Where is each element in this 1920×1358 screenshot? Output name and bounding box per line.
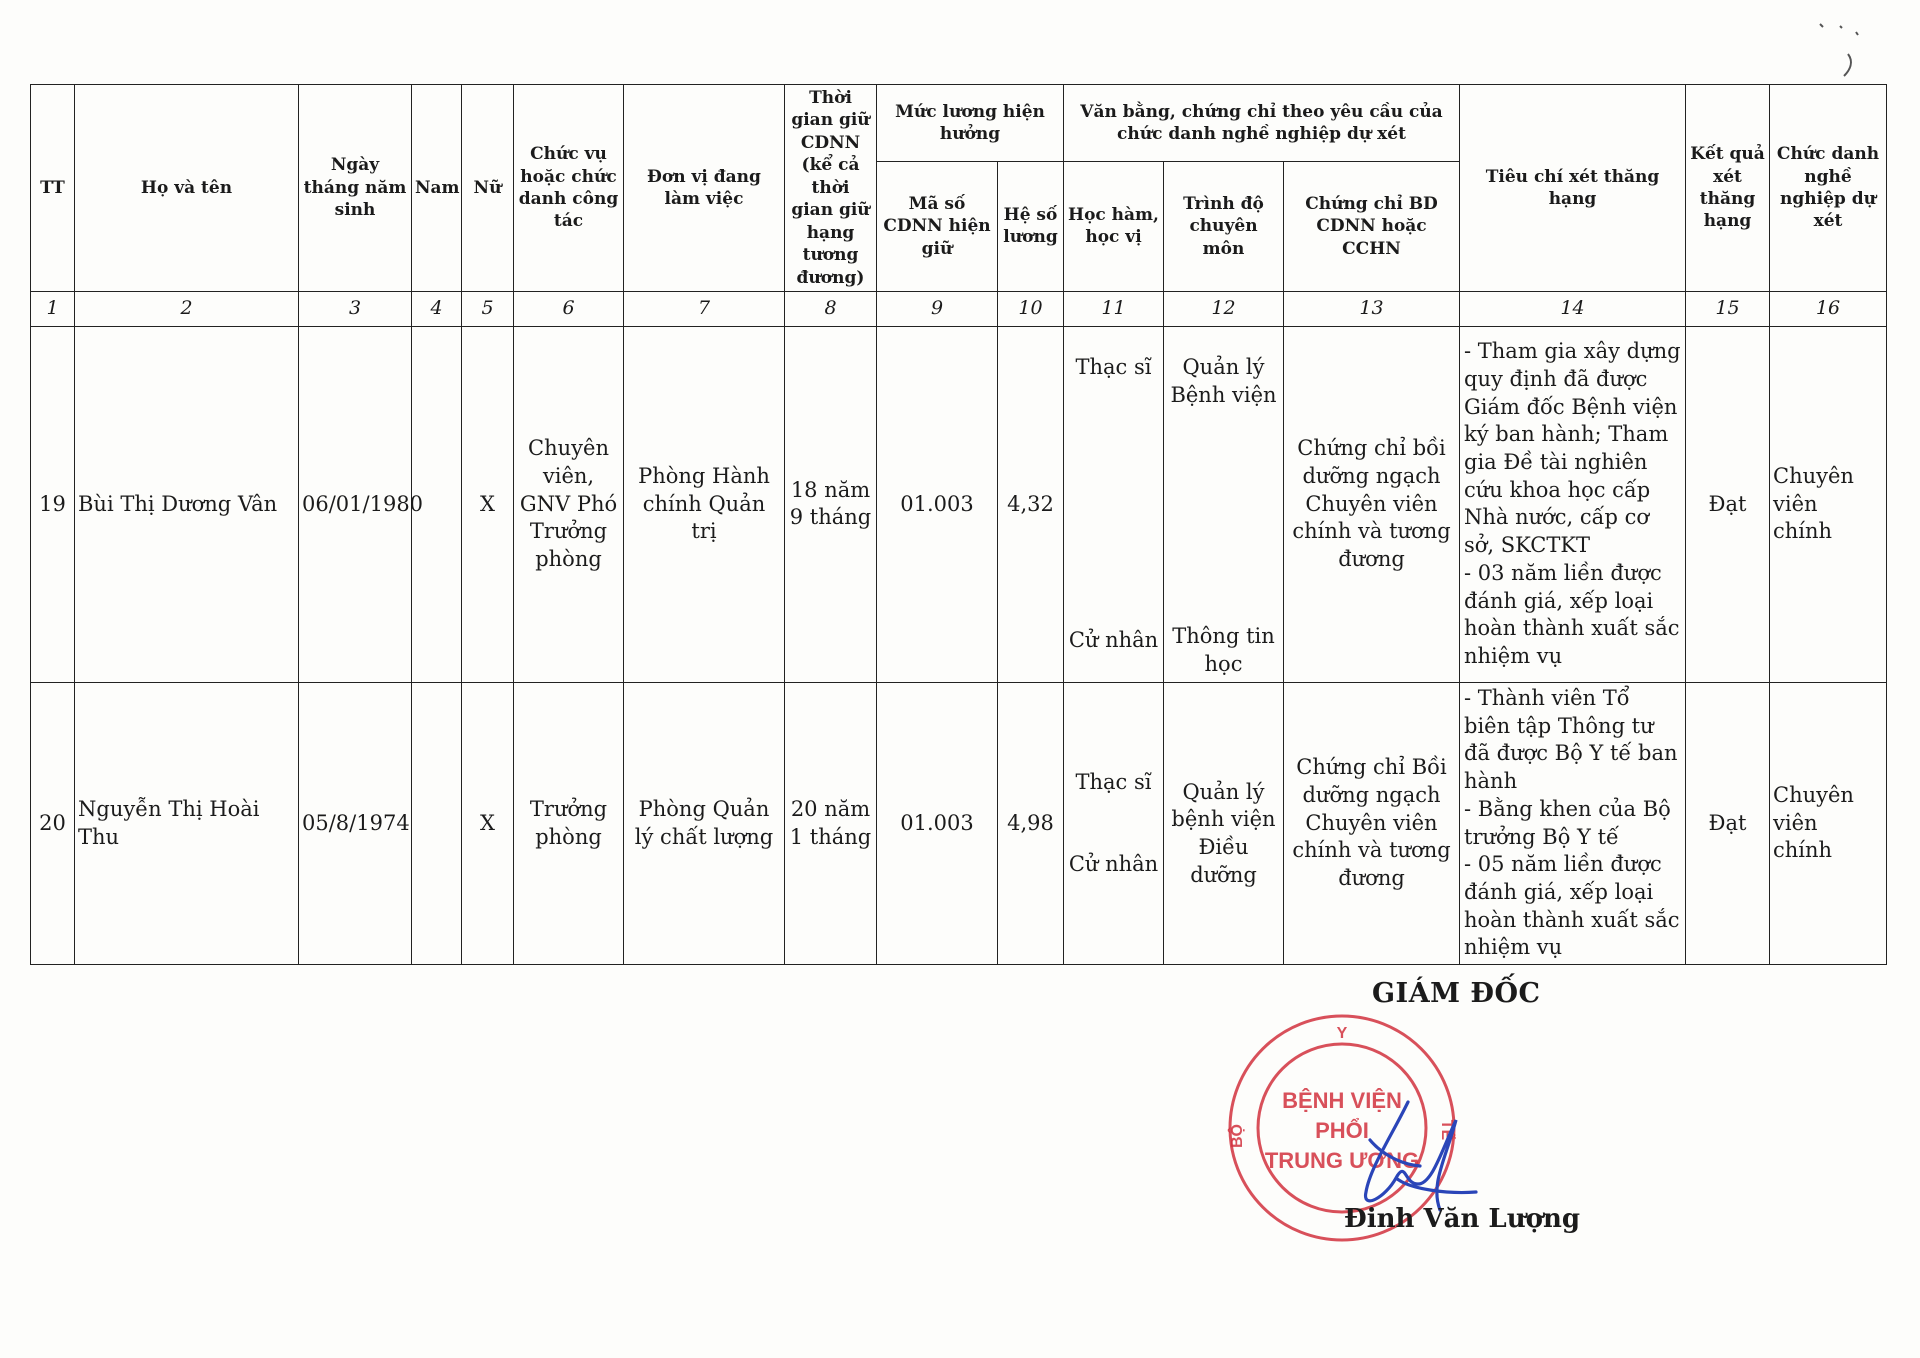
degree-secondary: Cử nhân xyxy=(1068,627,1159,652)
col-number: 4 xyxy=(412,291,462,326)
header-duration: Thời gian giữ CDNN (kể cả thời gian giữ hạng tương đương) xyxy=(785,85,877,292)
col-number: 3 xyxy=(299,291,412,326)
criteria-item: - Bằng khen của Bộ trưởng Bộ Y tế xyxy=(1464,796,1671,849)
header-target: Chức danh nghề nghiệp dự xét xyxy=(1770,85,1887,292)
row-salary-coef: 4,98 xyxy=(998,682,1064,964)
row-result: Đạt xyxy=(1686,326,1770,682)
row-degree xyxy=(1064,682,1164,964)
col-number: 12 xyxy=(1164,291,1284,326)
row-position: Chuyên viên, GNV Phó Trưởng phòng xyxy=(514,326,624,682)
row-result: Đạt xyxy=(1686,682,1770,964)
row-salary-coef: 4,32 xyxy=(998,326,1064,682)
criteria-item: - Tham gia xây dựng quy định đã được Giám đốc Bệnh viện ký ban hành; Tham gia Đề tài nghiên cứu khoa học cấp Nhà nước, cấp cơ sở, SKCTKT xyxy=(1464,339,1681,558)
header-major: Trình độ chuyên môn xyxy=(1164,162,1284,292)
major-secondary: Điều dưỡng xyxy=(1190,834,1257,887)
criteria-item: - 03 năm liền được đánh giá, xếp loại hoàn thành xuất sắc nhiệm vụ xyxy=(1464,560,1680,669)
signer-name: Đinh Văn Lượng xyxy=(1344,1204,1581,1234)
header-tt: TT xyxy=(31,85,75,292)
row-tt: 20 xyxy=(31,682,75,964)
seal-top-text: Y xyxy=(1336,1025,1348,1042)
header-degree: Học hàm, học vị xyxy=(1064,162,1164,292)
col-number: 10 xyxy=(998,291,1064,326)
row-duration: 20 năm 1 tháng xyxy=(785,682,877,964)
degree-primary: Thạc sĩ xyxy=(1075,355,1152,380)
col-number: 14 xyxy=(1460,291,1686,326)
speckle-stroke xyxy=(1820,24,1858,76)
row-target: Chuyên viên chính xyxy=(1770,682,1887,964)
col-number: 16 xyxy=(1770,291,1887,326)
row-duration: 18 năm 9 tháng xyxy=(785,326,877,682)
row-cert: Chứng chỉ bồi dưỡng ngạch Chuyên viên chính và tương đương xyxy=(1284,326,1460,682)
row-major xyxy=(1164,682,1284,964)
header-cert: Chứng chỉ BD CDNN hoặc CCHN xyxy=(1284,162,1460,292)
major-primary: Quản lý bệnh viện xyxy=(1171,779,1276,832)
criteria-item: - Thành viên Tổ biên tập Thông tư đã được Bộ Y tế ban hành xyxy=(1464,685,1678,794)
header-salary-coef: Hệ số lương xyxy=(998,162,1064,292)
col-number: 15 xyxy=(1686,291,1770,326)
header-salary-group: Mức lương hiện hưởng xyxy=(877,85,1064,162)
col-number: 1 xyxy=(31,291,75,326)
row-tt: 19 xyxy=(31,326,75,682)
col-number: 13 xyxy=(1284,291,1460,326)
major-primary: Quản lý Bệnh viện xyxy=(1170,355,1277,408)
col-number: 6 xyxy=(514,291,624,326)
row-salary-code: 01.003 xyxy=(877,682,998,964)
row-female: X xyxy=(462,326,514,682)
header-criteria: Tiêu chí xét thăng hạng xyxy=(1460,85,1686,292)
seal-line-3: TRUNG ƯƠNG xyxy=(1264,1148,1420,1173)
header-row-1 xyxy=(31,85,1887,162)
header-dob: Ngày tháng năm sinh xyxy=(299,85,412,292)
scan-speckle-mark xyxy=(1800,14,1880,84)
row-salary-code: 01.003 xyxy=(877,326,998,682)
header-result: Kết quả xét thăng hạng xyxy=(1686,85,1770,292)
row-female: X xyxy=(462,682,514,964)
row-name: Nguyễn Thị Hoài Thu xyxy=(75,682,299,964)
row-major xyxy=(1164,326,1284,682)
row-unit: Phòng Quản lý chất lượng xyxy=(624,682,785,964)
degree-secondary: Cử nhân xyxy=(1068,851,1159,876)
signer-title: GIÁM ĐỐC xyxy=(1372,978,1541,1009)
row-name: Bùi Thị Dương Vân xyxy=(75,326,299,682)
column-number-row xyxy=(31,291,1887,326)
row-criteria xyxy=(1460,326,1686,682)
seal-line-2: PHỔI xyxy=(1315,1118,1369,1143)
seal-right-text: TẾ xyxy=(1438,1119,1455,1141)
row-male xyxy=(412,682,462,964)
row-position: Trưởng phòng xyxy=(514,682,624,964)
seal-left-text: BỘ xyxy=(1229,1124,1246,1148)
major-secondary: Thông tin học xyxy=(1172,624,1275,676)
col-number: 2 xyxy=(75,291,299,326)
header-unit: Đơn vị đang làm việc xyxy=(624,85,785,292)
col-number: 11 xyxy=(1064,291,1164,326)
header-male: Nam xyxy=(412,85,462,292)
seal-line-1: BỆNH VIỆN xyxy=(1282,1088,1402,1113)
row-dob: 06/01/1980 xyxy=(299,326,412,682)
col-number: 7 xyxy=(624,291,785,326)
row-degree xyxy=(1064,326,1164,682)
row-criteria xyxy=(1460,682,1686,964)
header-position: Chức vụ hoặc chức danh công tác xyxy=(514,85,624,292)
criteria-item: - 05 năm liền được đánh giá, xếp loại hoàn thành xuất sắc nhiệm vụ xyxy=(1464,852,1680,960)
degree-primary: Thạc sĩ xyxy=(1075,769,1152,794)
header-salary-code: Mã số CDNN hiện giữ xyxy=(877,162,998,292)
header-female: Nữ xyxy=(462,85,514,292)
candidate-table xyxy=(30,84,1887,965)
col-number: 8 xyxy=(785,291,877,326)
table-row xyxy=(31,682,1887,964)
table-row xyxy=(31,326,1887,682)
row-unit: Phòng Hành chính Quản trị xyxy=(624,326,785,682)
row-cert: Chứng chỉ Bồi dưỡng ngạch Chuyên viên chính và tương đương xyxy=(1284,682,1460,964)
col-number: 9 xyxy=(877,291,998,326)
signature-stroke xyxy=(1366,1102,1476,1210)
header-degree-group: Văn bằng, chứng chỉ theo yêu cầu của chức danh nghề nghiệp dự xét xyxy=(1064,85,1460,162)
row-dob: 05/8/1974 xyxy=(299,682,412,964)
row-target: Chuyên viên chính xyxy=(1770,326,1887,682)
header-name: Họ và tên xyxy=(75,85,299,292)
col-number: 5 xyxy=(462,291,514,326)
